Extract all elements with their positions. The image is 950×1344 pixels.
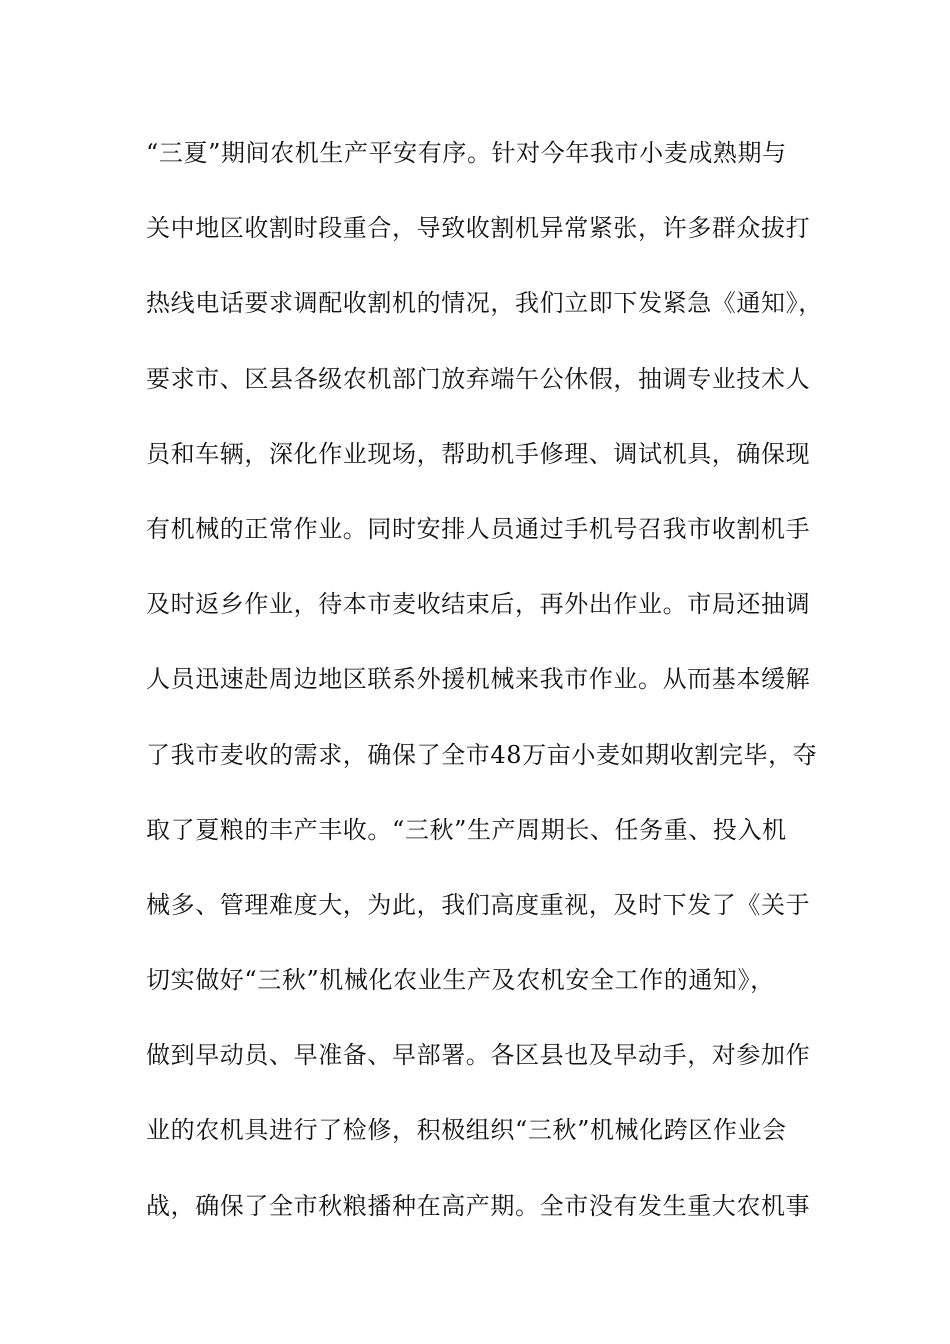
text-line: 械多、管理难度大，为此，我们高度重视，及时下发了《关于 bbox=[146, 890, 811, 919]
text-line: 业的农机具进行了检修，积极组织“三秋”机械化跨区作业会 bbox=[146, 1116, 787, 1145]
body-text bbox=[146, 135, 846, 1263]
text-line: 切实做好“三秋”机械化农业生产及农机安全工作的通知》， bbox=[146, 966, 775, 995]
text-line: 了我市麦收的需求，确保了全市48万亩小麦如期收割完毕，夺 bbox=[146, 740, 818, 769]
text-line: 及时返乡作业，待本市麦收结束后，再外出作业。市局还抽调 bbox=[146, 590, 811, 619]
text-line: 有机械的正常作业。同时安排人员通过手机号召我市收割机手 bbox=[146, 514, 811, 543]
text-line: 取了夏粮的丰产丰收。“三秋”生产周期长、任务重、投入机 bbox=[146, 815, 787, 844]
text-line: 要求市、区县各级农机部门放弃端午公休假，抽调专业技术人 bbox=[146, 364, 811, 393]
text-line: 人员迅速赴周边地区联系外援机械来我市作业。从而基本缓解 bbox=[146, 665, 811, 694]
text-line: 做到早动员、早准备、早部署。各区县也及早动手，对参加作 bbox=[146, 1041, 811, 1070]
text-line: “三夏”期间农机生产平安有序。针对今年我市小麦成熟期与 bbox=[146, 139, 787, 167]
text-line: 战，确保了全市秋粮播种在高产期。全市没有发生重大农机事 bbox=[146, 1191, 811, 1220]
text-line: 员和车辆，深化作业现场，帮助机手修理、调试机具，确保现 bbox=[146, 439, 811, 468]
text-line: 热线电话要求调配收割机的情况，我们立即下发紧急《通知》， bbox=[146, 289, 823, 318]
text-line: 关中地区收割时段重合，导致收割机异常紧张，许多群众拔打 bbox=[146, 214, 811, 243]
